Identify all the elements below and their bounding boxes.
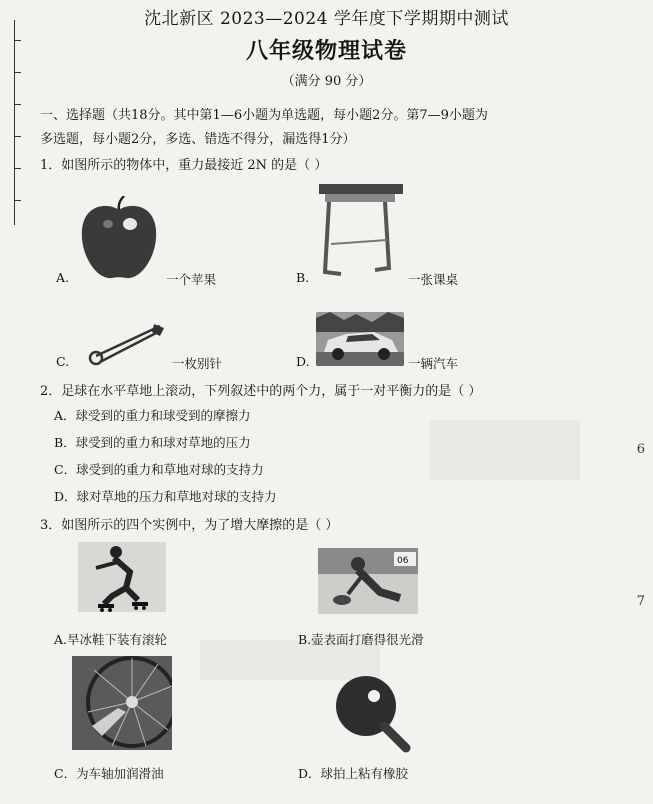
- q1-option-c-caption: 一枚别针: [172, 356, 223, 371]
- question-2-stem: 2．足球在水平草地上滚动，下列叙述中的两个力，属于一对平衡力的是（ ）: [40, 384, 482, 399]
- exam-header-line: 沈北新区 2023—2024 学年度下学期期中测试: [144, 9, 509, 29]
- section-heading-line1: 一、选择题（共18分。其中第1—6小题为单选题，每小题2分。第7—9小题为: [40, 108, 488, 123]
- binding-tick: [14, 200, 21, 201]
- q2-option-a: A．球受到的重力和球受到的摩擦力: [54, 408, 251, 423]
- q3-option-b-caption: B.壶表面打磨得很光滑: [298, 632, 424, 647]
- section-heading-line2: 多选题，每小题2分，多选、错选不得分，漏选得1分）: [40, 132, 356, 147]
- q1-option-a-caption: 一个苹果: [166, 272, 217, 287]
- q3-option-c-caption: C．为车轴加润滑油: [54, 766, 164, 781]
- q2-option-c: C．球受到的重力和草地对球的支持力: [54, 462, 264, 477]
- q1-option-b-letter: B.: [296, 270, 310, 285]
- roller-skate-icon: [78, 542, 166, 612]
- exam-title: 八年级物理试卷: [245, 38, 407, 64]
- q1-option-d-caption: 一辆汽车: [408, 356, 459, 371]
- binding-tick: [14, 104, 21, 105]
- q1-option-a-letter: A.: [56, 270, 70, 285]
- q1-option-d-letter: D.: [296, 354, 310, 369]
- question-1-stem: 1．如图所示的物体中，重力最接近 2N 的是（ ）: [40, 158, 328, 173]
- full-score-note: （满分 90 分）: [281, 74, 372, 89]
- q3-option-d-caption: D．球拍上粘有橡胶: [298, 766, 409, 781]
- bike-axle-icon: [72, 656, 172, 750]
- q2-option-b: B．球受到的重力和球对草地的压力: [54, 435, 251, 450]
- curling-icon: [318, 548, 418, 614]
- q2-option-d: D．球对草地的压力和草地对球的支持力: [54, 489, 277, 504]
- q1-option-b-caption: 一张课桌: [408, 272, 459, 287]
- scoreboard-number: 06: [397, 556, 409, 566]
- apple-icon: [78, 196, 160, 282]
- edge-page-mark: 7: [636, 594, 645, 609]
- edge-page-mark: 6: [636, 442, 645, 457]
- binding-tick: [14, 168, 21, 169]
- ping-pong-paddle-icon: [334, 674, 412, 754]
- question-3-stem: 3．如图所示的四个实例中，为了增大摩擦的是（ ）: [40, 518, 339, 533]
- safety-pin-icon: [86, 318, 170, 366]
- q3-option-a-caption: A.旱冰鞋下装有滚轮: [54, 632, 168, 647]
- q1-option-c-letter: C.: [56, 354, 70, 369]
- desk-icon: [315, 182, 403, 282]
- car-icon: [316, 312, 404, 366]
- binding-tick: [14, 136, 21, 137]
